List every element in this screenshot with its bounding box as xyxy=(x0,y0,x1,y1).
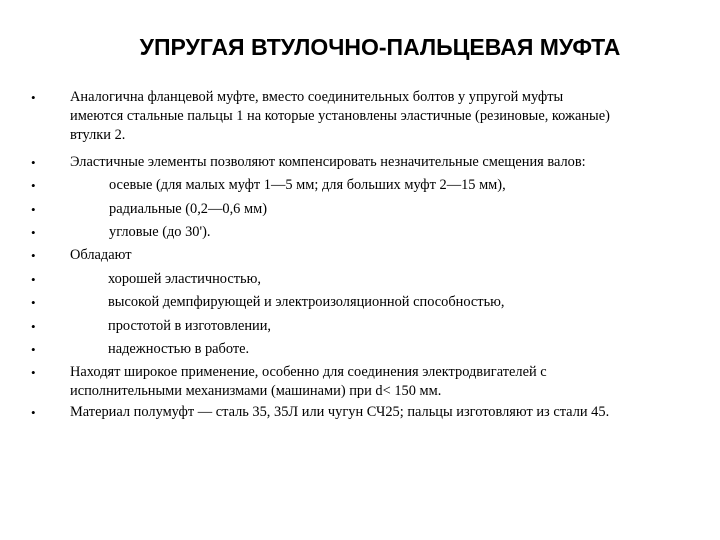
list-item-line: Обладают xyxy=(70,247,132,263)
list-item-line: угловые (до 30'). xyxy=(109,224,211,240)
list-item-text xyxy=(108,317,720,336)
list-item-line: Аналогична фланцевой муфте, вместо соединительных болтов у упругой муфты xyxy=(70,89,564,105)
list-item-text xyxy=(70,153,690,172)
list-item-line: надежностью в работе. xyxy=(108,341,250,357)
bullet-icon: • xyxy=(31,342,36,357)
bullet-icon: • xyxy=(31,178,36,193)
bullet-icon: • xyxy=(31,272,36,287)
list-item-line: втулки 2. xyxy=(70,127,126,143)
list-item-line: простотой в изготовлении, xyxy=(108,318,272,334)
list-item-text xyxy=(70,88,690,145)
list-item-text xyxy=(108,270,720,289)
list-item-text xyxy=(70,363,690,401)
list-item-line: высокой демпфирующей и электроизоляционной способностью, xyxy=(108,294,505,310)
list-item-text xyxy=(70,403,690,422)
bullet-icon: • xyxy=(31,319,36,334)
list-item-line: радиальные (0,2—0,6 мм) xyxy=(109,201,267,217)
list-item-line: Находят широкое применение, особенно для соединения электродвигателей с xyxy=(70,364,547,380)
list-item-line: Эластичные элементы позволяют компенсировать незначительные смещения валов: xyxy=(70,154,586,170)
bullet-icon: • xyxy=(31,248,36,263)
list-item-text xyxy=(108,293,720,312)
bullet-icon: • xyxy=(31,90,36,105)
list-item-line: имеются стальные пальцы 1 на которые установлены эластичные (резиновые, кожаные) xyxy=(70,108,610,124)
bullet-icon: • xyxy=(31,295,36,310)
bullet-icon: • xyxy=(31,365,36,380)
list-item-text xyxy=(109,200,720,219)
list-item-line: хорошей эластичностью, xyxy=(108,271,261,287)
list-item-text xyxy=(109,176,720,195)
list-item-text xyxy=(70,246,690,265)
bullet-icon: • xyxy=(31,405,36,420)
bullet-icon: • xyxy=(31,155,36,170)
bullet-icon: • xyxy=(31,225,36,240)
list-item-line: осевые (для малых муфт 1—5 мм; для больших муфт 2—15 мм), xyxy=(109,177,506,193)
list-item-text xyxy=(108,340,720,359)
slide-title: УПРУГАЯ ВТУЛОЧНО-ПАЛЬЦЕВАЯ МУФТА xyxy=(139,34,621,60)
list-item-line: Материал полумуфт — сталь 35, 35Л или чугун СЧ25; пальцы изготовляют из стали 45. xyxy=(70,404,610,420)
list-item-text xyxy=(109,223,720,242)
list-item-line: исполнительными механизмами (машинами) при d< 150 мм. xyxy=(70,383,442,399)
bullet-icon: • xyxy=(31,202,36,217)
